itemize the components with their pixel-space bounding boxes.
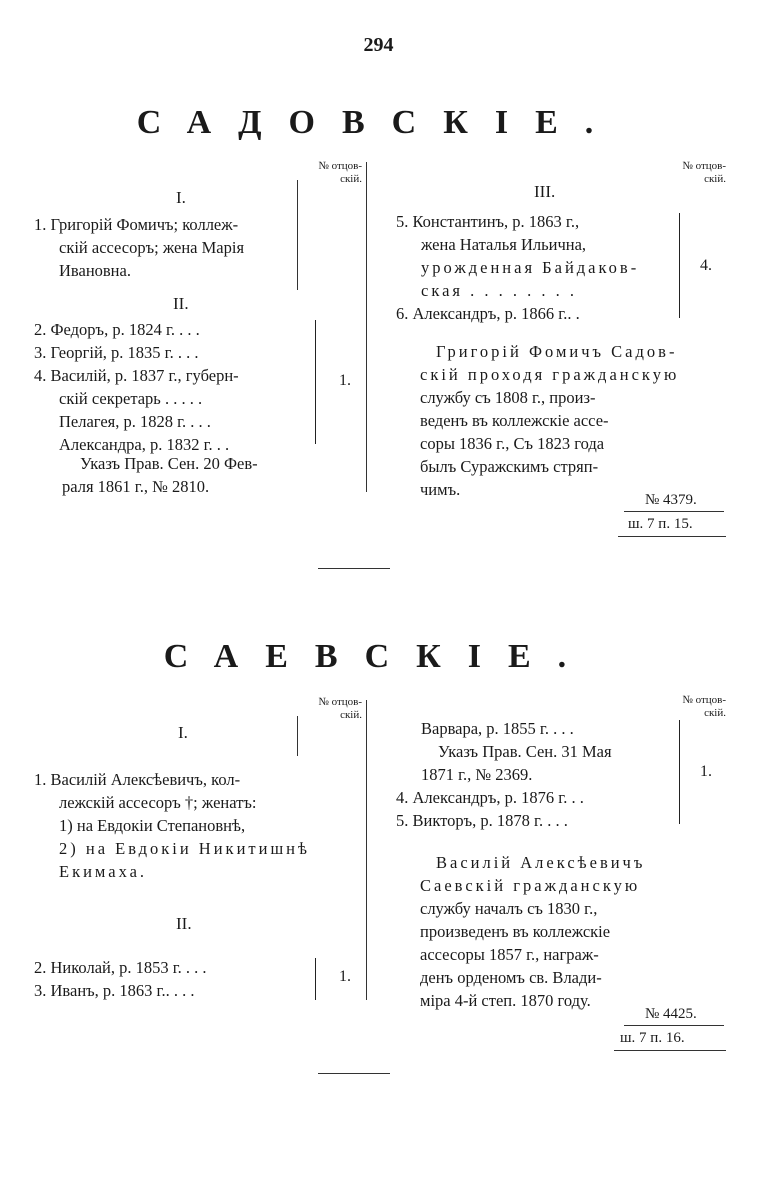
number-column-rule (297, 716, 298, 756)
note-line: службу началъ съ 1830 г., (420, 899, 598, 918)
shelf-reference: ш. 7 п. 16. (620, 1030, 685, 1046)
bracket (676, 213, 680, 318)
note-line: Григорій Фомичъ Садов- (436, 342, 678, 361)
section-title-saevskie: САЕВСКIЕ. (163, 638, 594, 675)
reference-rule (618, 536, 726, 537)
entry-line: 6. Александръ, р. 1866 г.. . (396, 304, 580, 323)
entry-line: Указъ Прав. Сен. 31 Мая (438, 742, 612, 761)
service-note (420, 340, 679, 501)
generation-I: I. (176, 188, 186, 207)
entry-grigoriy (34, 213, 244, 282)
entry-line: Александра, р. 1832 г. . . (59, 435, 230, 454)
father-number-label-right (660, 694, 726, 720)
label-line-1: № отцов- (318, 696, 362, 708)
entry-line: 4. Василій, р. 1837 г., губерн- (34, 366, 239, 385)
note-line: чимъ. (420, 480, 461, 499)
father-number: 1. (700, 763, 712, 780)
label-line-1: № отцов- (682, 694, 726, 706)
label-line-1: № отцов- (318, 160, 362, 172)
section-separator (318, 568, 390, 569)
archive-number: № 4379. (645, 492, 697, 508)
note-line: веденъ въ коллежскіе ассе- (420, 411, 609, 430)
ukaz-note (62, 452, 258, 498)
reference-rule (624, 511, 724, 512)
note-line: произведенъ въ коллежскіе (420, 922, 611, 941)
children-list-right (396, 210, 639, 325)
label-line-2: скій. (340, 173, 362, 185)
entry-line: Варвара, р. 1855 г. . . . (421, 719, 574, 738)
entry-line: Ивановна. (59, 261, 131, 280)
entry-line: 1. Василій Алексѣевичъ, кол- (34, 770, 241, 789)
children-list (34, 318, 239, 456)
entry-line: 5. Викторъ, р. 1878 г. . . . (396, 811, 568, 830)
shelf-reference: ш. 7 п. 15. (628, 516, 693, 532)
service-note (420, 851, 645, 1012)
entry-vasiliy (34, 768, 310, 883)
reference-rule (624, 1025, 724, 1026)
bracket (312, 958, 316, 1000)
entry-line (34, 837, 310, 860)
generation-II: II. (176, 914, 192, 933)
entry-line: жена Наталья Ильична, (421, 235, 587, 254)
father-number-label-right (660, 160, 726, 186)
note-line: скій проходя гражданскую (420, 365, 680, 384)
entry-text: 2) на Евдокіи Никитишнѣ (59, 839, 310, 858)
father-number: 1. (339, 968, 351, 985)
generation-III: III. (534, 182, 556, 201)
entry-line (34, 860, 310, 883)
note-line: Саевскій гражданскую (420, 876, 641, 895)
entry-line: 1. Григорій Фомичъ; коллеж- (34, 215, 239, 234)
entry-line: скій секретарь . . . . . (59, 389, 203, 408)
generation-I: I. (178, 723, 188, 742)
entry-line: лежскій ассесоръ †; женатъ: (59, 793, 257, 812)
entry-line: 2. Николай, р. 1853 г. . . . (34, 958, 207, 977)
father-number: 4. (700, 257, 712, 274)
label-line-2: скій. (704, 173, 726, 185)
father-number-label-left (296, 160, 362, 186)
entry-line: 4. Александръ, р. 1876 г. . . (396, 788, 584, 807)
note-line: Указъ Прав. Сен. 20 Фев- (80, 454, 258, 473)
children-list (34, 956, 207, 1002)
entry-line (396, 279, 639, 302)
generation-II: II. (173, 294, 189, 313)
entry-line: 2. Федоръ, р. 1824 г. . . . (34, 320, 200, 339)
note-line: соры 1836 г., Съ 1823 года (420, 434, 605, 453)
entry-line: 1) на Евдокіи Степановнѣ, (59, 816, 246, 835)
entry-line: 3. Иванъ, р. 1863 г.. . . . (34, 981, 195, 1000)
children-list-right (396, 717, 612, 832)
note-line: ассесоры 1857 г., награж- (420, 945, 599, 964)
label-line-2: скій. (704, 707, 726, 719)
number-column-rule (297, 180, 298, 290)
reference-rule (614, 1050, 726, 1051)
entry-line (396, 256, 639, 279)
note-line: службу съ 1808 г., произ- (420, 388, 596, 407)
entry-text: ская . . . . . . . . (421, 281, 578, 300)
column-divider (366, 162, 367, 492)
note-line: міра 4-й степ. 1870 году. (420, 991, 591, 1010)
label-line-2: скій. (340, 709, 362, 721)
archive-number: № 4425. (645, 1006, 697, 1022)
bracket (676, 720, 680, 824)
entry-line: 1871 г., № 2369. (421, 765, 533, 784)
label-line-1: № отцов- (682, 160, 726, 172)
entry-text: Екимаха. (59, 862, 148, 881)
entry-line: скій ассесоръ; жена Марія (59, 238, 245, 257)
section-separator (318, 1073, 390, 1074)
section-title-sadovskie: САДОВСКIЕ. (136, 104, 621, 141)
page-number: 294 (363, 34, 394, 56)
father-number: 1. (339, 372, 351, 389)
entry-text: урожденная Байдаков- (421, 258, 640, 277)
entry-line: 5. Константинъ, р. 1863 г., (396, 212, 580, 231)
note-line: Василій Алексѣевичъ (436, 853, 646, 872)
entry-line: 3. Георгій, р. 1835 г. . . . (34, 343, 199, 362)
column-divider (366, 700, 367, 1000)
note-line: раля 1861 г., № 2810. (62, 477, 210, 496)
bracket (312, 320, 316, 444)
entry-line: Пелагея, р. 1828 г. . . . (59, 412, 211, 431)
note-line: денъ орденомъ св. Влади- (420, 968, 602, 987)
father-number-label-left (296, 696, 362, 722)
note-line: былъ Суражскимъ стряп- (420, 457, 599, 476)
